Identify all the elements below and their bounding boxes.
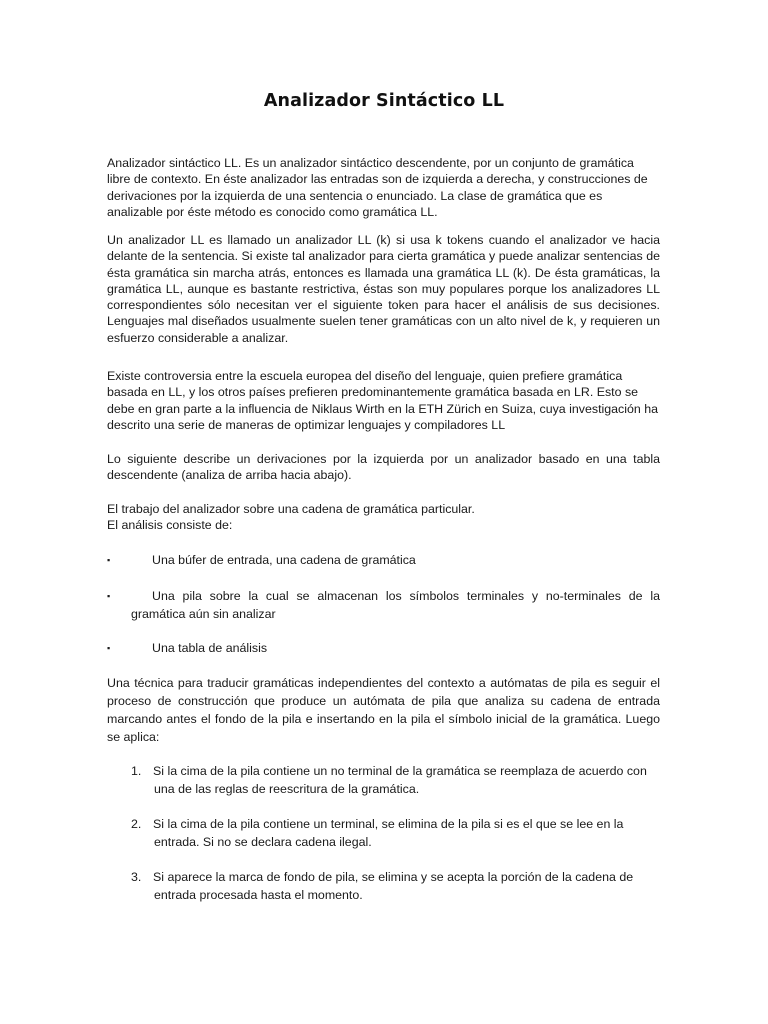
paragraph-controversy: Existe controversia entre la escuela europea del diseño del lenguaje, quien prefiere gramática basada en LL, y los otros países prefieren predominantemente gramática basada en LR. Esto se debe en gran parte a la influencia de Niklaus Wirth en la ETH Zürich en Suiza, cuya investigación ha descrito una serie de maneras de optimizar lenguajes y compiladores LL: [107, 369, 658, 432]
step-text-rest: entrada procesada hasta el momento.: [154, 888, 363, 902]
step-text-rest: una de las reglas de reescritura de la gramática.: [154, 782, 420, 796]
bullet-icon: ▪: [107, 591, 111, 601]
paragraph-technique: Una técnica para traducir gramáticas independientes del contexto a autómatas de pila es seguir el proceso de construcción que produce un autómata de pila que analiza su cadena de entrada marcando antes el fondo de la pila e insertando en la pila el símbolo inicial de la gramática. Luego se aplica:: [107, 676, 660, 744]
step-number: 1.: [131, 764, 142, 778]
step-number: 2.: [131, 817, 142, 831]
step-text: [153, 762, 660, 798]
bullet-icon: ▪: [107, 555, 111, 565]
paragraph-description: Lo siguiente describe un derivaciones por la izquierda por un analizador basado en una tabla descendente (analiza de arriba hacia abajo).: [107, 452, 660, 483]
paragraph-analysis-consists: El análisis consiste de:: [107, 518, 233, 532]
paragraph-work: El trabajo del analizador sobre una cadena de gramática particular.: [107, 502, 475, 516]
step-text-first: Si la cima de la pila contiene un terminal, se elimina de la pila si es el que se lee en la: [153, 817, 624, 831]
bullet-text: Una pila sobre la cual se almacenan los símbolos terminales y no-terminales de la gramática aún sin analizar: [131, 589, 660, 621]
step-text: [153, 868, 660, 904]
paragraph-ll-k: Un analizador LL es llamado un analizador LL (k) si usa k tokens cuando el analizador ve hacia delante de la sentencia. Si existe tal analizador para cierta gramática y puede analizar sentencias de ésta gramática sin marcha atrás, entonces es llamada una gramática LL (k). De ésta gramáticas, la gramática LL, aunque es bastante restrictiva, éstas son muy populares porque los analizadores LL correspondientes sólo necesitan ver el siguiente token para hacer el análisis de sus decisiones. Lenguajes mal diseñados usualmente suelen tener gramáticas con un alto nivel de k, y requieren un esfuerzo considerable a analizar.: [107, 233, 660, 345]
bullet-icon: ▪: [107, 643, 111, 653]
step-text-first: Si la cima de la pila contiene un no terminal de la gramática se reemplaza de acuerdo con: [153, 764, 647, 778]
document-title: Analizador Sintáctico LL: [263, 91, 505, 111]
step-text-first: Si aparece la marca de fondo de pila, se elimina y se acepta la porción de la cadena de: [153, 870, 634, 884]
step-text: [153, 815, 660, 851]
paragraph-intro: Analizador sintáctico LL. Es un analizador sintáctico descendente, por un conjunto de gramática libre de contexto. En éste analizador las entradas son de izquierda a derecha, y construcciones de derivaciones por la izquierda de una sentencia o enunciado. La clase de gramática que es analizable por éste método es conocido como gramática LL.: [107, 156, 648, 219]
step-text-rest: entrada. Si no se declara cadena ilegal.: [154, 835, 372, 849]
bullet-text: Una tabla de análisis: [152, 641, 268, 655]
step-number: 3.: [131, 870, 142, 884]
bullet-text: Una búfer de entrada, una cadena de gramática: [152, 553, 416, 567]
